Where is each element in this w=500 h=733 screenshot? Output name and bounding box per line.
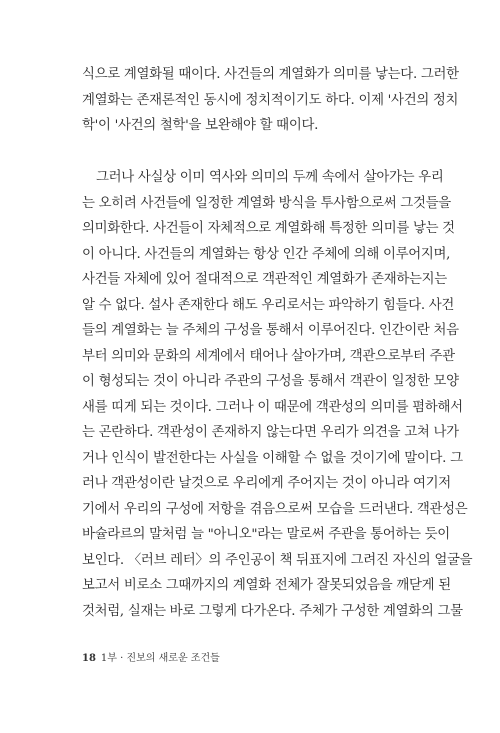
page-footer bbox=[82, 649, 220, 664]
text-line: 는 오히려 사건들에 일정한 계열화 방식을 투사함으로써 그것들을 bbox=[82, 195, 451, 211]
text-line: 새를 띠게 되는 것이다. 그러나 이 때문에 객관성의 의미를 폄하해서 bbox=[82, 399, 463, 415]
text-line: 학'이 '사건의 철학'을 보완해야 할 때이다. bbox=[82, 118, 319, 133]
text-line: 러나 객관성이란 날것으로 우리에게 주어지는 것이 아니라 여기저 bbox=[82, 476, 451, 491]
text-line: 거나 인식이 발전한다는 사실을 이해할 수 없을 것이기에 말이다. 그 bbox=[82, 450, 463, 466]
text-line: 바슐라르의 말처럼 늘 "아니오"라는 말로써 주관을 통어하는 듯이 bbox=[82, 527, 450, 542]
text-line: 이 아니다. 사건들의 계열화는 항상 인간 주체에 의해 이루어지며, bbox=[82, 246, 451, 262]
page-number: 18 bbox=[82, 653, 96, 664]
text-line: 이 형성되는 것이 아니라 주관의 구성을 통해서 객관이 일정한 모양 bbox=[82, 374, 459, 389]
text-line: 의미화한다. 사건들이 자체적으로 계열화해 특정한 의미를 낳는 것 bbox=[82, 221, 455, 236]
text-line: 것처럼, 실재는 바로 그렇게 다가온다. 주체가 구성한 계열화의 그물 bbox=[82, 603, 463, 619]
text-line: 보고서 비로소 그때까지의 계열화 전체가 잘못되었음을 깨닫게 된 bbox=[82, 578, 451, 593]
running-head: 1부 · 진보의 새로운 조건들 bbox=[100, 653, 220, 664]
text-line: 기에서 우리의 구성에 저항을 겪음으로써 모습을 드러낸다. 객관성은 bbox=[82, 501, 468, 517]
text-line: 사건들 자체에 있어 절대적으로 객관적인 계열화가 존재하는지는 bbox=[82, 272, 447, 287]
text-line: 보인다. 〈러브 레터〉의 주인공이 책 뒤표지에 그려진 자신의 얼굴을 bbox=[82, 552, 473, 568]
text-line: 부터 의미와 문화의 세계에서 태어나 살아가며, 객관으로부터 주관 bbox=[82, 348, 455, 364]
text-line: 들의 계열화는 늘 주체의 구성을 통해서 이루어진다. 인간이란 처음 bbox=[82, 323, 459, 338]
text-line: 그러나 사실상 이미 역사와 의미의 두께 속에서 살아가는 우리 bbox=[96, 170, 444, 185]
text-line: 알 수 없다. 설사 존재한다 해도 우리로서는 파악하기 힘들다. 사건 bbox=[82, 297, 455, 313]
paragraph-2 bbox=[82, 165, 473, 624]
text-line: 식으로 계열화될 때이다. 사건들의 계열화가 의미를 낳는다. 그러한 bbox=[82, 67, 459, 82]
text-line: 는 곤란하다. 객관성이 존재하지 않는다면 우리가 의견을 고쳐 나가 bbox=[82, 425, 459, 440]
text-line: 계열화는 존재론적인 동시에 정치적이기도 하다. 이제 '사건의 정치 bbox=[82, 92, 459, 108]
paragraph-1 bbox=[82, 62, 459, 139]
